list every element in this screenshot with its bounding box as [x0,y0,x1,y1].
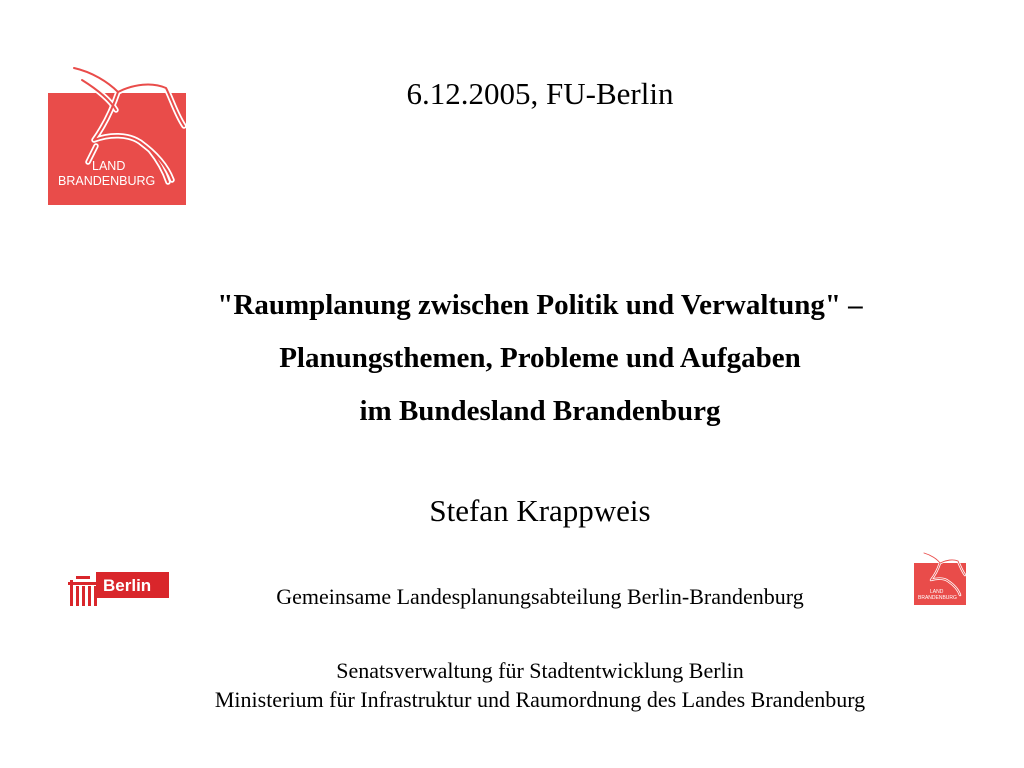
institutions [80,656,1000,714]
brandenburg-logo-small [914,551,972,607]
title-line-1: "Raumplanung zwischen Politik und Verwaltung" – [217,289,863,321]
author-name: Stefan Krappweis [429,493,651,528]
institution-berlin: Senatsverwaltung für Stadtentwicklung Berlin [336,658,744,683]
berlin-logo-text: Berlin [103,576,152,595]
title-line-2: Planungsthemen, Probleme und Aufgaben [279,342,801,374]
small-logo-text-brandenburg: BRANDENBURG [918,595,957,601]
department-name: Gemeinsame Landesplanungsabteilung Berlin-Brandenburg [276,584,804,609]
presentation-title [80,279,1000,438]
logo-text-brandenburg: BRANDENBURG [58,174,156,188]
date-location: 6.12.2005, FU-Berlin [406,76,674,111]
small-logo-text-land: LAND [930,589,944,595]
institution-brandenburg: Ministerium für Infrastruktur und Raumordnung des Landes Brandenburg [214,687,866,712]
title-line-3: im Bundesland Brandenburg [359,395,721,427]
logo-text-land: LAND [92,159,126,173]
